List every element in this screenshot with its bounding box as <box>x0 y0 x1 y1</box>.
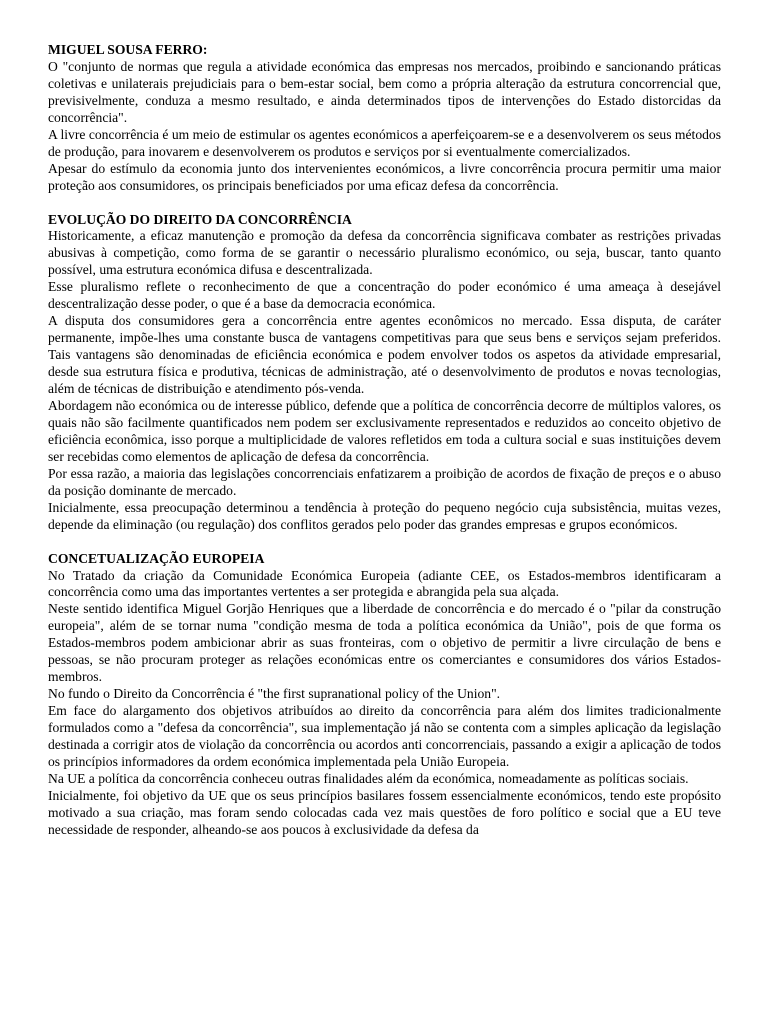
section-evolucao <box>48 212 721 534</box>
paragraph: No Tratado da criação da Comunidade Económica Europeia (adiante CEE, os Estados-membros identificaram a concorrência como uma das importantes vertentes a ser protegida e abrangida pela sua alçada. <box>48 567 721 600</box>
paragraph: A disputa dos consumidores gera a concorrência entre agentes econômicos no mercado. Essa disputa, de caráter permanente, impõe-lhes uma constante busca de vantagens competitivas para que seus bens e serviços sejam preferidos. Tais vantagens são denominadas de eficiência económica e podem envolver todos os aspetos da atividade empresarial, desde sua estrutura física e produtiva, técnicas de administração, até o desenvolvimento de produtos e novas tecnologias, além de técnicas de distribuição e atendimento pós-venda. <box>48 313 721 397</box>
paragraph: Historicamente, a eficaz manutenção e promoção da defesa da concorrência significava combater as restrições privadas abusivas à competição, como forma de se garantir o necessário pluralismo económico, ou seja, buscar, tanto quanto possível, uma estrutura económica difusa e descentralizada. <box>48 228 721 278</box>
paragraph: Por essa razão, a maioria das legislações concorrenciais enfatizarem a proibição de acordos de fixação de preços e o abuso da posição dominante de mercado. <box>48 465 721 498</box>
paragraph: Apesar do estímulo da economia junto dos intervenientes económicos, a livre concorrência procura permitir uma maior proteção aos consumidores, os principais beneficiados por uma eficaz defesa da concorrência. <box>48 160 721 193</box>
section-heading: MIGUEL SOUSA FERRO: <box>48 42 208 57</box>
paragraph: Inicialmente, foi objetivo da UE que os seus princípios basilares fossem essencialmente económicos, tendo este propósito motivado a sua criação, mas foram sendo colocadas cada vez mais questões de foro político e social que a EU teve necessidade de responder, alheando-se aos poucos à exclusividade da defesa da <box>48 787 721 837</box>
paragraph: Esse pluralismo reflete o reconhecimento de que a concentração do poder económico é uma ameaça à desejável descentralização desse poder, o que é a base da democracia económica. <box>48 279 721 312</box>
paragraph: Na UE a política da concorrência conheceu outras finalidades além da económica, nomeadamente as políticas sociais. <box>48 770 689 786</box>
section-miguel-sousa-ferro <box>48 42 721 195</box>
paragraph: O "conjunto de normas que regula a atividade económica das empresas nos mercados, proibindo e sancionando práticas coletivas e unilaterais prejudiciais para o bem-estar social, bem como a própria alteração da estrutura concorrencial que, previsivelmente, conduza a mesmo resultado, e ainda determinados tipos de intervenções do Estado distorcidas da concorrência". <box>48 58 721 125</box>
section-heading: EVOLUÇÃO DO DIREITO DA CONCORRÊNCIA <box>48 211 352 227</box>
paragraph: Inicialmente, essa preocupação determinou a tendência à proteção do pequeno negócio cuja subsistência, muitas vezes, depende da eliminação (ou regulação) dos conflitos gerados pelo poder das grandes empresas e grupos económicos. <box>48 499 721 532</box>
paragraph: A livre concorrência é um meio de estimular os agentes económicos a aperfeiçoarem-se e a desenvolverem os seus métodos de produção, para inovarem e desenvolverem os produtos e serviços por si eventualmente comercializados. <box>48 126 721 159</box>
paragraph: No fundo o Direito da Concorrência é "the first supranational policy of the Union". <box>48 686 501 702</box>
paragraph: Abordagem não económica ou de interesse público, defende que a política de concorrência decorre de múltiplos valores, os quais não são facilmente quantificados nem podem ser exclusivamente representados e reduzidos ao conceito objetivo de eficiência econômica, isso porque a multiplicidade de valores refletidos em toda a cultura social e suas instituições devem ser recebidas como elementos de aplicação de defesa da concorrência. <box>48 398 721 464</box>
section-heading: CONCETUALIZAÇÃO EUROPEIA <box>48 550 265 566</box>
paragraph: Em face do alargamento dos objetivos atribuídos ao direito da concorrência para além dos limites tradicionalmente formulados como a "defesa da concorrência", sua implementação já não se contenta com a simples aplicação da legislação destinada a corrigir atos de violação da concorrência ou acordos anti concorrenciais, passando a exigir a aplicação de todos os princípios informadores da ordem económica implementada pela União Europeia. <box>48 703 721 769</box>
section-concetualizacao <box>48 551 721 839</box>
paragraph: Neste sentido identifica Miguel Gorjão Henriques que a liberdade de concorrência e do mercado é o "pilar da construção europeia", além de se tornar numa "condição mesma de toda a política económica da União", pois de que forma os Estados-membros podem ambicionar abrir as suas fronteiras, com o objetivo de permitir a livre circulação de bens e pessoas, se não procuram proteger as relações económicas entre os comerciantes e consumidores dos vários Estados-membros. <box>48 601 721 685</box>
document-page <box>48 42 721 839</box>
